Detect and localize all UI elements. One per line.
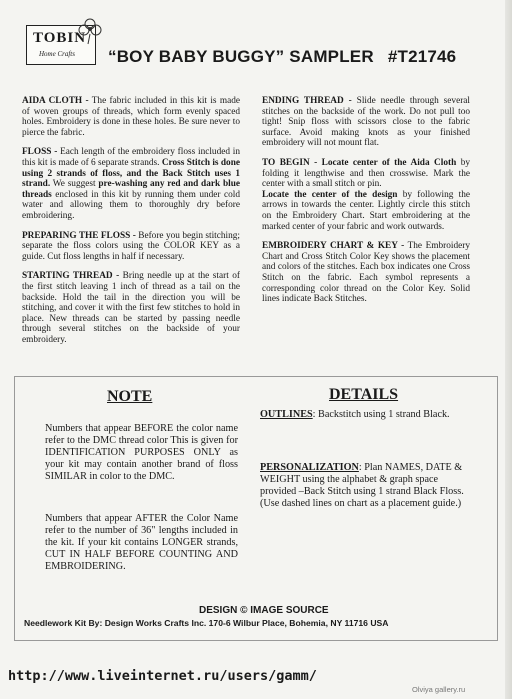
source-url: http://www.liveinternet.ru/users/gamm/ <box>8 668 317 684</box>
preparing-floss-paragraph <box>22 231 240 263</box>
floss-heading: FLOSS - <box>22 147 58 158</box>
begin-heading: TO BEGIN - Locate center of the Aida Cloth <box>262 157 457 168</box>
aida-heading: AIDA CLOTH - <box>22 96 89 106</box>
ending-thread-paragraph <box>262 96 470 149</box>
floss-paragraph <box>22 147 240 221</box>
logo-subtitle: Home Crafts <box>39 50 75 58</box>
floss-text-2: We suggest <box>50 179 99 190</box>
preparing-heading: PREPARING THE FLOSS - <box>22 230 136 241</box>
floss-bold-2: pre-washing any red and dark blue threads <box>22 179 240 200</box>
gallery-watermark: Olviya gallery.ru <box>412 685 466 694</box>
locate-center-paragraph <box>262 190 470 232</box>
left-column <box>22 96 240 354</box>
personalization-text: : Plan NAMES, DATE & WEIGHT using the alphabet & graph space provided –Back Stitch using 1 strand Black Floss. (Use dashed lines on chart as a placement guide.) <box>260 462 464 509</box>
chart-text: The Embroidery Chart and Cross Stitch Color Key shows the placement and colors of the stitches. Each box indicates one Cross Stitch on the fabric. Each symbol represents a corresponding color thread on the Color Key. Solid lines indicate Back Stitches. <box>262 241 470 305</box>
page-edge-shadow <box>505 0 512 699</box>
outlines-detail <box>260 409 460 421</box>
starting-heading: STARTING THREAD - <box>22 271 120 282</box>
kit-credit: Needlework Kit By: Design Works Crafts Inc. 170-6 Wilbur Place, Bohemia, NY 11716 USA <box>24 618 389 628</box>
starting-thread-paragraph <box>22 271 240 345</box>
ending-text: Slide needle through several stitches on the backside of the work. Do not pull too tight! Snip floss with scissors close to the fabric surface. Avoid making knots as your finished embroidery will not mount flat. <box>262 96 471 149</box>
note-title: NOTE <box>107 388 153 405</box>
chart-heading: EMBROIDERY CHART & KEY - <box>262 241 405 252</box>
to-begin-paragraph <box>262 158 470 190</box>
page-title <box>108 47 456 67</box>
floss-text-1: Each length of the embroidery floss included in this kit is made of 6 separate strands. <box>22 147 240 168</box>
locate-text: by following the arrows in towards the center. Lightly circle this stitch on the Embroidery Chart. Start embroidering at the marked center of your fabric and work outwards. <box>262 189 471 232</box>
title-text: “BOY BABY BUGGY” SAMPLER <box>108 47 374 66</box>
details-title: DETAILS <box>329 386 399 403</box>
personalization-label: PERSONALIZATION <box>260 462 359 473</box>
outlines-text: : Backstitch using 1 strand Black. <box>312 409 450 420</box>
note-paragraph-1: Numbers that appear BEFORE the color name refer to the DMC thread color This is given for IDENTIFICATION PURPOSES ONLY as your kit may contain another brand of floss SIMILAR in color to the DMC. <box>45 423 238 482</box>
starting-text: Bring needle up at the start of the first stitch leaving 1 inch of thread as a tail on the backside. Hold the tail in the direction you will be stitching, and cover it with the first few stitches to hold in place. New threads can be started by passing needle through several stitches on the backside of your embroidery. <box>22 271 240 345</box>
chart-key-paragraph <box>262 241 470 305</box>
design-credit: DESIGN © IMAGE SOURCE <box>199 605 329 616</box>
right-column <box>262 96 470 314</box>
flower-logo-icon <box>76 16 104 46</box>
logo-name: TOBIN <box>33 30 87 46</box>
personalization-detail <box>260 462 464 510</box>
begin-text: by folding it lengthwise and then crosswise. Mark the center with a small stitch or pin. <box>262 157 471 190</box>
floss-text-3: enclosed in this kit by running them under cold water and allowing them to thoroughly dry before embroidering. <box>22 189 240 221</box>
product-code: #T21746 <box>387 47 457 66</box>
aida-cloth-paragraph <box>22 96 240 138</box>
outlines-label: OUTLINES <box>260 409 313 420</box>
preparing-text: Before you begin stitching; separate the floss colors using the COLOR KEY as a guide. Cut floss lengths in half if necessary. <box>22 230 241 262</box>
floss-bold-1: Cross Stitch is done using 2 strands of floss, and the Back Stitch uses 1 strand. <box>22 157 240 190</box>
note-paragraph-2: Numbers that appear AFTER the Color Name refer to the number of 36" lengths included in the kit. If your kit contains LONGER strands, CUT IN HALF BEFORE COUNTING AND EMBROIDERING. <box>45 513 238 572</box>
locate-heading: Locate the center of the design <box>262 189 398 200</box>
ending-heading: ENDING THREAD - <box>262 96 352 106</box>
aida-text: The fabric included in this kit is made of woven groups of threads, which form evenly spaced holes. Embroidery is done in these holes. Be sure never to pierce the fabric. <box>22 96 240 138</box>
